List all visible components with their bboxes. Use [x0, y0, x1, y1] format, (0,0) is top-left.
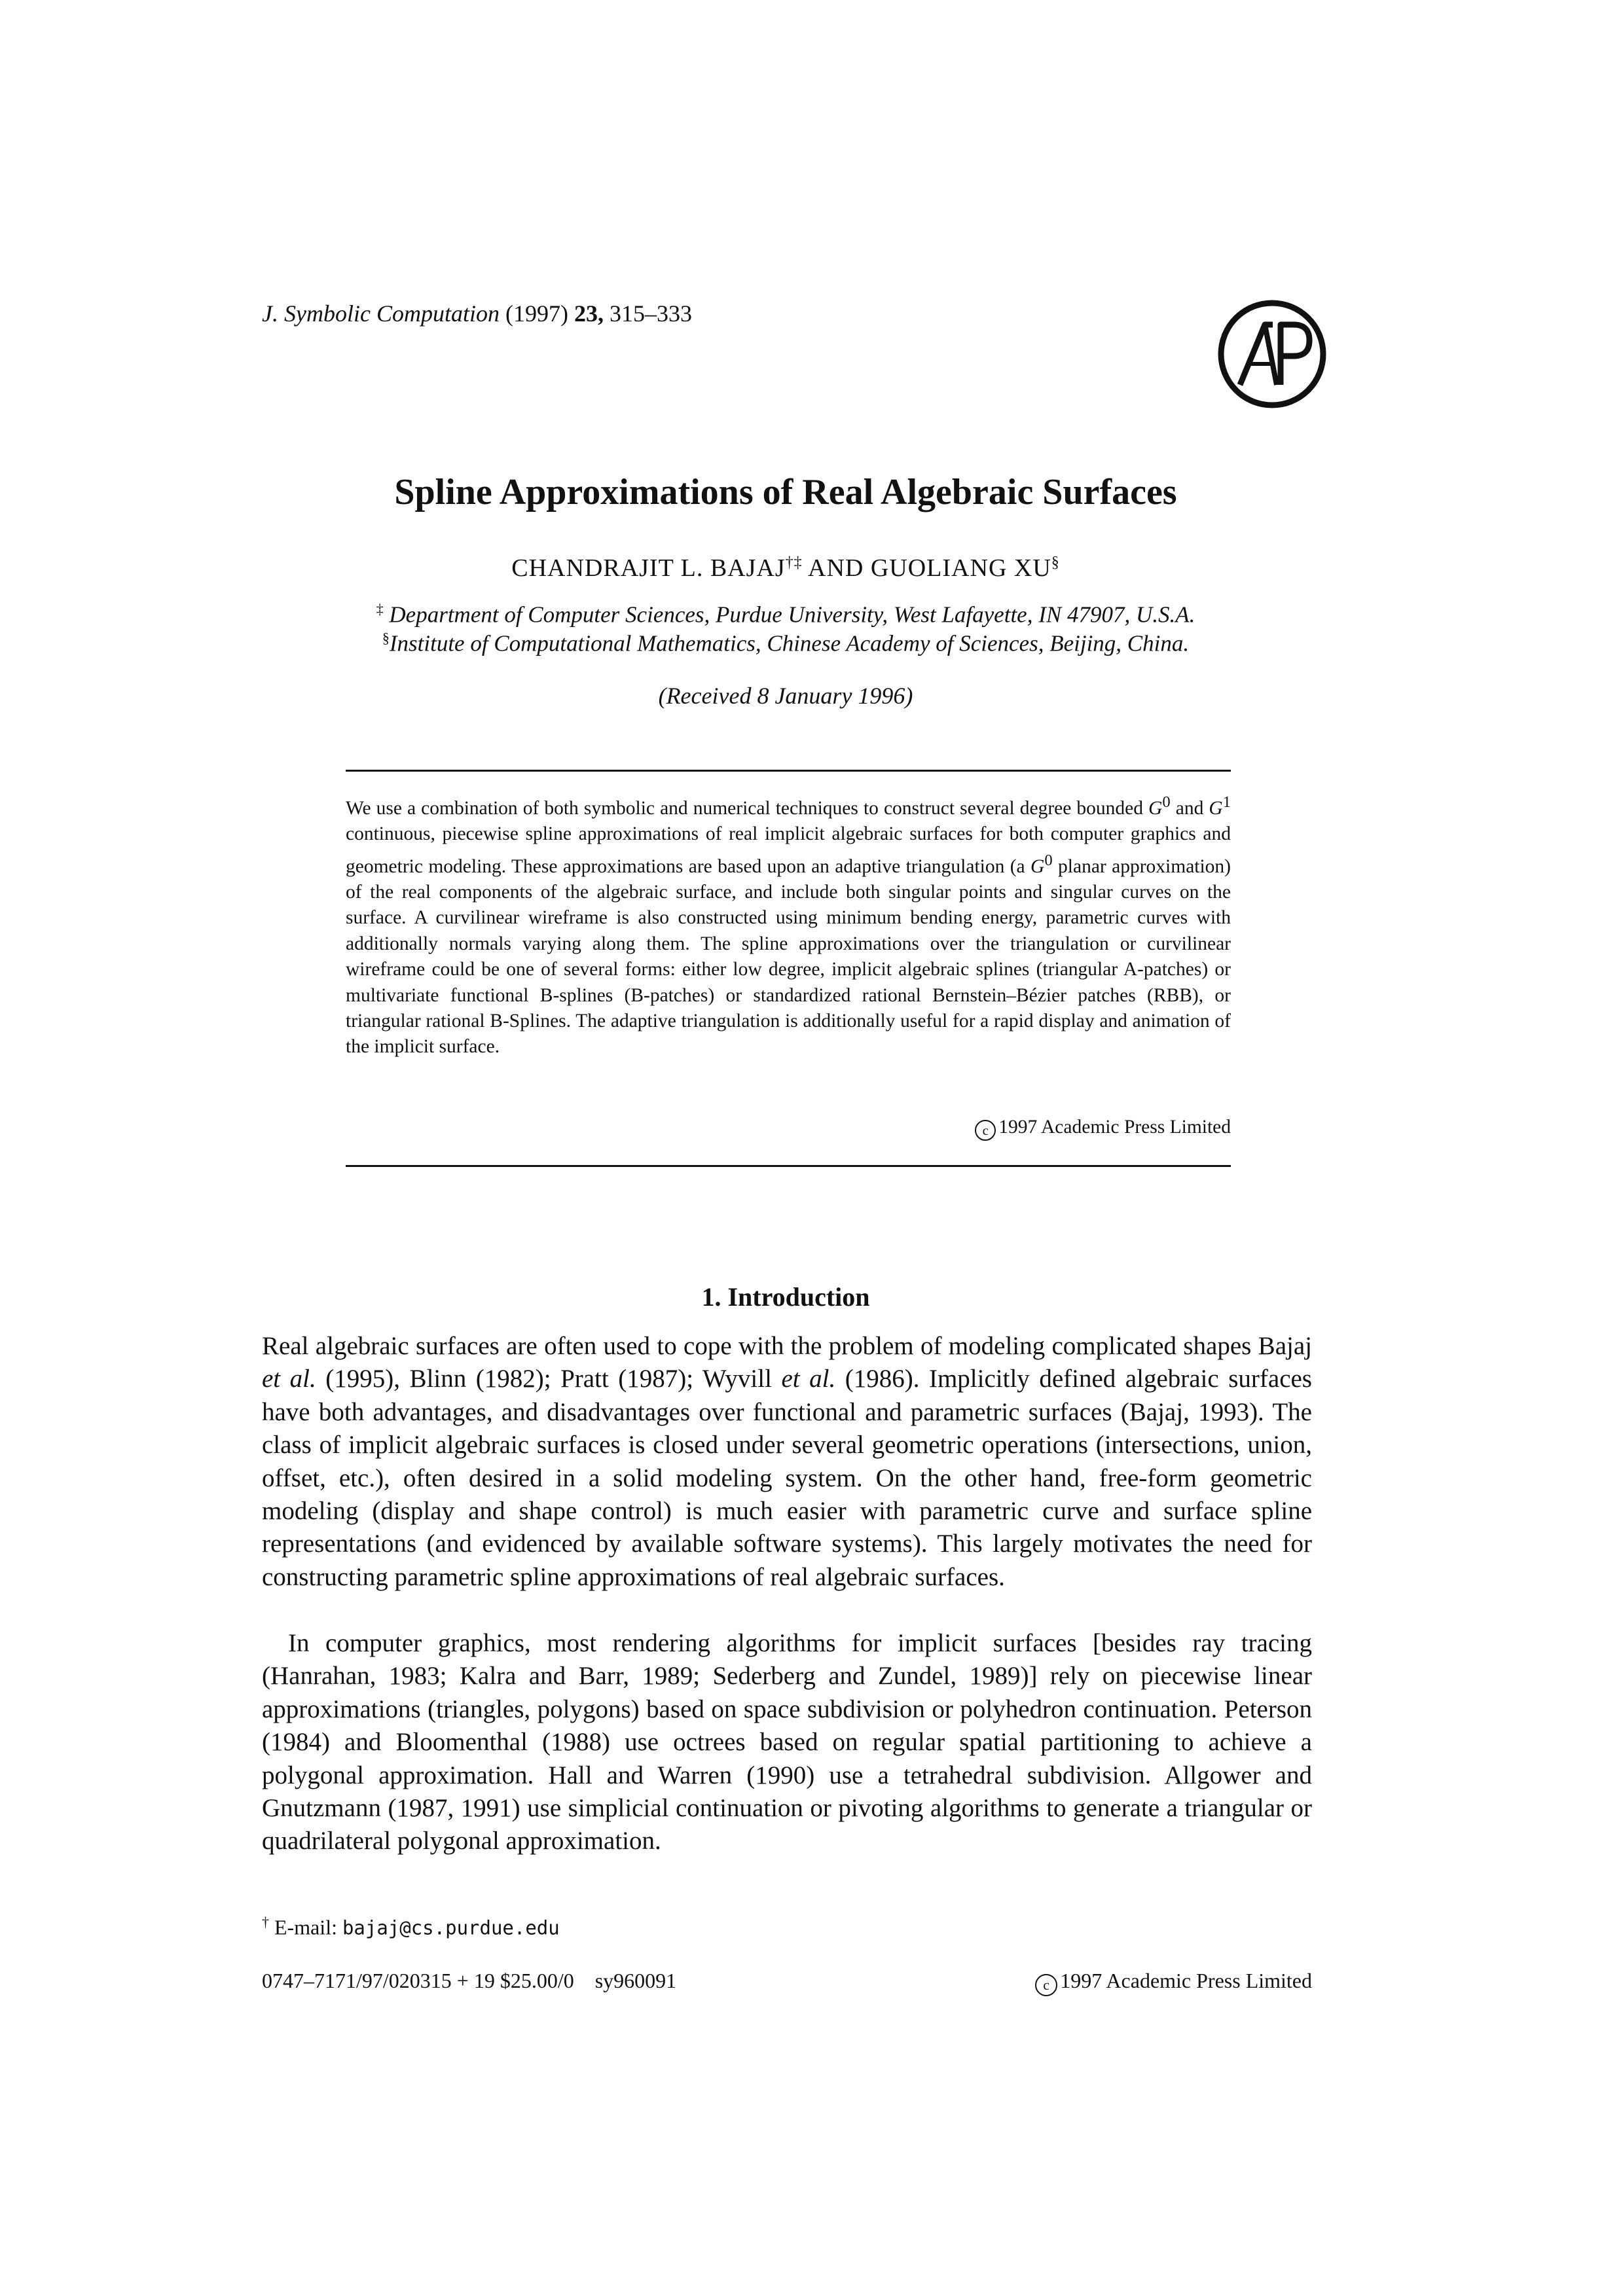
affiliation-text: Institute of Computational Mathematics, Chinese Academy of Sciences, Beijing, China.	[389, 630, 1190, 656]
author-bajaj-marks: †‡	[785, 554, 803, 571]
abstract-text	[346, 789, 1231, 1060]
abstract-segment: and	[1170, 797, 1209, 819]
author-xu: GUOLIANG XU	[870, 554, 1051, 582]
affiliation-mark: ‡	[376, 601, 384, 617]
author-xu-marks: §	[1051, 554, 1060, 571]
abstract-copyright-text: 1997 Academic Press Limited	[998, 1117, 1231, 1138]
academic-press-logo	[1216, 298, 1328, 410]
affiliation-text: Department of Computer Sciences, Purdue University, West Lafayette, IN 47907, U.S.A.	[389, 601, 1195, 628]
affiliation-mark: §	[382, 630, 390, 646]
math-g: G	[1030, 855, 1045, 877]
abstract-segment: planar approximation) of the real components of the algebraic surface, and include both singular points and singular curves on the surface. A curvilinear wireframe is also constructed using minimum bending energy, parametric curves with additionally normals varying along them. The spline approximations over the triangulation or curvilinear wireframe could be one of several forms: either low degree, implicit algebraic splines (triangular A-patches) or multivariate functional B-splines (B-patches) or standardized rational Bernstein–Bézier patches (RBB), or triangular rational B-Splines. The adaptive triangulation is additionally useful for a rapid display and animation of the implicit surface.	[346, 855, 1231, 1058]
paragraph-segment: Real algebraic surfaces are often used to cope with the problem of modeling complicated shapes Bajaj	[262, 1332, 1312, 1360]
introduction-paragraph-1	[262, 1330, 1312, 1594]
paragraph-segment: (1995), Blinn (1982); Pratt (1987); Wyvill	[316, 1365, 782, 1393]
et-al: et al.	[781, 1365, 836, 1393]
footer-copyright-text: 1997 Academic Press Limited	[1060, 1969, 1312, 1992]
math-sup: 0	[1044, 851, 1053, 869]
affiliation-cas	[0, 630, 1571, 657]
copyright-icon: c	[975, 1120, 996, 1141]
copyright-icon: c	[1035, 1974, 1057, 1996]
affiliation-purdue	[0, 601, 1571, 628]
abstract-top-rule	[346, 770, 1231, 772]
author-conjunction: AND	[808, 554, 864, 582]
paper-title: Spline Approximations of Real Algebraic Surfaces	[394, 472, 1177, 512]
journal-citation	[262, 300, 692, 327]
journal-name: J. Symbolic Computation	[262, 300, 500, 327]
math-sup: 0	[1162, 793, 1171, 811]
abstract-segment: We use a combination of both symbolic and numerical techniques to construct several degree bounded	[346, 797, 1149, 819]
abstract-copyright	[346, 1117, 1231, 1141]
paragraph-segment: (1986). Implicitly defined algebraic surfaces have both advantages, and disadvantages over functional and parametric surfaces (Bajaj, 1993). The class of implicit algebraic surfaces is closed under several geometric operations (intersections, union, offset, etc.), often desired in a solid modeling system. On the other hand, free-form geometric modeling (display and shape control) is much easier with parametric curve and surface spline representations (and evidenced by available software systems). This largely motivates the need for constructing parametric spline approximations of real algebraic surfaces.	[262, 1365, 1312, 1591]
math-sup: 1	[1222, 793, 1231, 811]
section-heading-introduction: 1. Introduction	[701, 1282, 870, 1312]
author-bajaj: CHANDRAJIT L. BAJAJ	[511, 554, 786, 582]
footnote-email	[262, 1914, 560, 1940]
abstract-bottom-rule	[346, 1165, 1231, 1167]
journal-pages: 315–333	[609, 300, 692, 327]
footer-copyright	[917, 1969, 1312, 1996]
math-g: G	[1148, 797, 1163, 819]
footnote-label: E-mail:	[274, 1915, 337, 1939]
et-al: et al.	[262, 1365, 316, 1393]
footnote-mark: †	[262, 1914, 269, 1930]
math-g: G	[1209, 797, 1223, 819]
journal-volume: 23,	[574, 300, 604, 327]
author-line	[0, 554, 1571, 583]
received-date: (Received 8 January 1996)	[658, 683, 913, 709]
abstract-segment: continuous, piecewise spline approximations of real implicit algebraic surfaces for both computer graphics and geometric modeling. These approximations are based upon an adaptive triangulation (a	[346, 823, 1231, 877]
email-link[interactable]: bajaj@cs.purdue.edu	[342, 1916, 560, 1939]
introduction-paragraph-2: In computer graphics, most rendering algorithms for implicit surfaces [besides ray tracing (Hanrahan, 1983; Kalra and Barr, 1989; Sederberg and Zundel, 1989)] rely on piecewise linear approximations (triangles, polygons) based on space subdivision or polyhedron continuation. Peterson (1984) and Bloomenthal (1988) use octrees based on regular spatial partitioning to achieve a polygonal approximation. Hall and Warren (1990) use a tetrahedral subdivision. Allgower and Gnutzmann (1987, 1991) use simplicial continuation or pivoting algorithms to generate a triangular or quadrilateral polygonal approximation.	[262, 1629, 1312, 1856]
journal-year: (1997)	[505, 300, 568, 327]
footer-code: 0747–7171/97/020315 + 19 $25.00/0 sy960091	[262, 1969, 677, 1992]
